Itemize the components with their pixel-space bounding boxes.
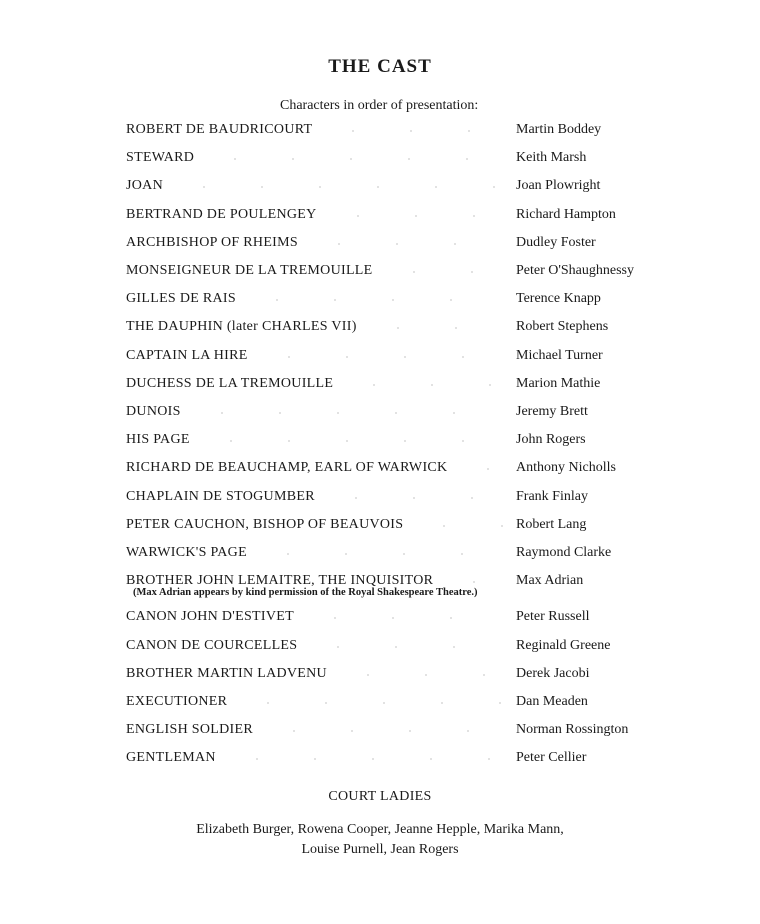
- actor-name: Reginald Greene: [516, 637, 611, 653]
- page-subtitle: Characters in order of presentation:: [280, 98, 479, 113]
- character-name: EXECUTIONER: [126, 694, 228, 709]
- leader-dots: [415, 525, 505, 527]
- leader-dots: [310, 243, 505, 245]
- cast-row: [0, 120, 760, 142]
- actor-name: Peter O'Shaughnessy: [516, 263, 635, 278]
- leader-dots: [327, 497, 505, 499]
- cast-row: [0, 458, 760, 480]
- leader-dots: [445, 581, 505, 583]
- actor-name: Norman Rossington: [516, 722, 629, 738]
- page-title: THE CAST: [328, 56, 432, 77]
- actor-name: Terence Knapp: [516, 291, 601, 307]
- actor-name: John Rogers: [516, 432, 586, 448]
- character-name: ENGLISH SOLDIER: [126, 722, 253, 738]
- character-name: CAPTAIN LA HIRE: [126, 347, 248, 363]
- character-name: DUNOIS: [126, 404, 181, 419]
- leader-dots: [265, 730, 505, 732]
- character-name: RICHARD DE BEAUCHAMP, EARL OF WARWICK: [126, 460, 448, 476]
- cast-row: [0, 515, 760, 537]
- leader-dots: [228, 758, 505, 760]
- cast-row: [0, 176, 760, 198]
- cast-row: [0, 720, 760, 742]
- actor-name: Joan Plowright: [516, 178, 601, 194]
- character-name: ARCHBISHOP OF RHEIMS: [126, 234, 298, 250]
- leader-dots: [259, 553, 505, 555]
- cast-row: [0, 261, 760, 283]
- leader-dots: [385, 271, 505, 273]
- cast-row: [0, 289, 760, 311]
- cast-row: [0, 487, 760, 509]
- actor-name: Peter Russell: [516, 609, 590, 625]
- cast-row: [0, 374, 760, 396]
- leader-dots: [309, 646, 505, 648]
- cast-row: [0, 748, 760, 770]
- actor-name: Anthony Nicholls: [516, 460, 616, 476]
- actor-name: Dan Meaden: [516, 694, 588, 709]
- leader-dots: [339, 674, 505, 676]
- leader-dots: [260, 356, 505, 358]
- cast-row: [0, 692, 760, 714]
- character-name: CANON JOHN D'ESTIVET: [126, 609, 294, 625]
- leader-dots: [306, 617, 505, 619]
- character-name: GILLES DE RAIS: [126, 291, 236, 307]
- cast-row: [0, 317, 760, 339]
- character-name: ROBERT DE BAUDRICOURT: [126, 122, 313, 137]
- character-name: PETER CAUCHON, BISHOP OF BEAUVOIS: [126, 516, 404, 532]
- cast-row: [0, 607, 760, 629]
- character-name: GENTLEMAN: [126, 750, 216, 766]
- actor-name: Max Adrian: [516, 573, 584, 589]
- cast-list: [0, 120, 760, 780]
- leader-dots: [248, 299, 505, 301]
- actor-name: Keith Marsh: [516, 150, 587, 166]
- leader-dots: [202, 440, 505, 442]
- actor-name: Peter Cellier: [516, 750, 587, 766]
- leader-dots: [193, 412, 505, 414]
- leader-dots: [324, 130, 505, 132]
- cast-row: [0, 205, 760, 227]
- actor-name: Dudley Foster: [516, 234, 596, 250]
- leader-dots: [175, 186, 505, 188]
- character-name: CHAPLAIN DE STOGUMBER: [126, 488, 315, 504]
- cast-row: [0, 430, 760, 452]
- actor-name: Marion Mathie: [516, 375, 601, 391]
- leader-dots: [206, 158, 505, 160]
- cast-row: [0, 233, 760, 255]
- character-name: CANON DE COURCELLES: [126, 637, 298, 653]
- leader-dots: [329, 215, 505, 217]
- character-name: STEWARD: [126, 150, 195, 166]
- character-name: WARWICK'S PAGE: [126, 545, 247, 560]
- actor-name: Robert Lang: [516, 516, 587, 532]
- actor-name: Raymond Clarke: [516, 545, 612, 560]
- court-ladies-heading: COURT LADIES: [328, 789, 432, 804]
- actor-name: Michael Turner: [516, 347, 603, 363]
- cast-row: [0, 664, 760, 686]
- court-ladies-line: Louise Purnell, Jean Rogers: [301, 842, 459, 857]
- leader-dots: [369, 327, 505, 329]
- actor-name: Jeremy Brett: [516, 404, 588, 419]
- character-name: BROTHER MARTIN LADVENU: [126, 665, 327, 681]
- actor-name: Robert Stephens: [516, 319, 609, 335]
- actor-name: Frank Finlay: [516, 488, 588, 504]
- character-name: DUCHESS DE LA TREMOUILLE: [126, 375, 334, 391]
- character-name: HIS PAGE: [126, 432, 190, 448]
- cast-row: [0, 346, 760, 368]
- cast-row: [0, 571, 760, 599]
- character-name: BERTRAND DE POULENGEY: [126, 206, 317, 222]
- actor-name: Richard Hampton: [516, 206, 616, 222]
- cast-row: [0, 636, 760, 658]
- leader-dots: [345, 384, 505, 386]
- leader-dots: [459, 468, 505, 470]
- character-name: THE DAUPHIN (later CHARLES VII): [126, 319, 357, 335]
- cast-note: (Max Adrian appears by kind permission of the Royal Shakespeare Theatre.): [133, 587, 478, 599]
- character-name: BROTHER JOHN LEMAITRE, THE INQUISITOR: [126, 573, 434, 589]
- actor-name: Derek Jacobi: [516, 665, 590, 681]
- character-name: JOAN: [126, 178, 163, 194]
- cast-row: [0, 543, 760, 565]
- court-ladies-line: Elizabeth Burger, Rowena Cooper, Jeanne Hepple, Marika Mann,: [196, 822, 564, 837]
- character-name: MONSEIGNEUR DE LA TREMOUILLE: [126, 263, 373, 278]
- actor-name: Martin Boddey: [516, 122, 602, 137]
- leader-dots: [239, 702, 505, 704]
- cast-row: [0, 148, 760, 170]
- cast-row: [0, 402, 760, 424]
